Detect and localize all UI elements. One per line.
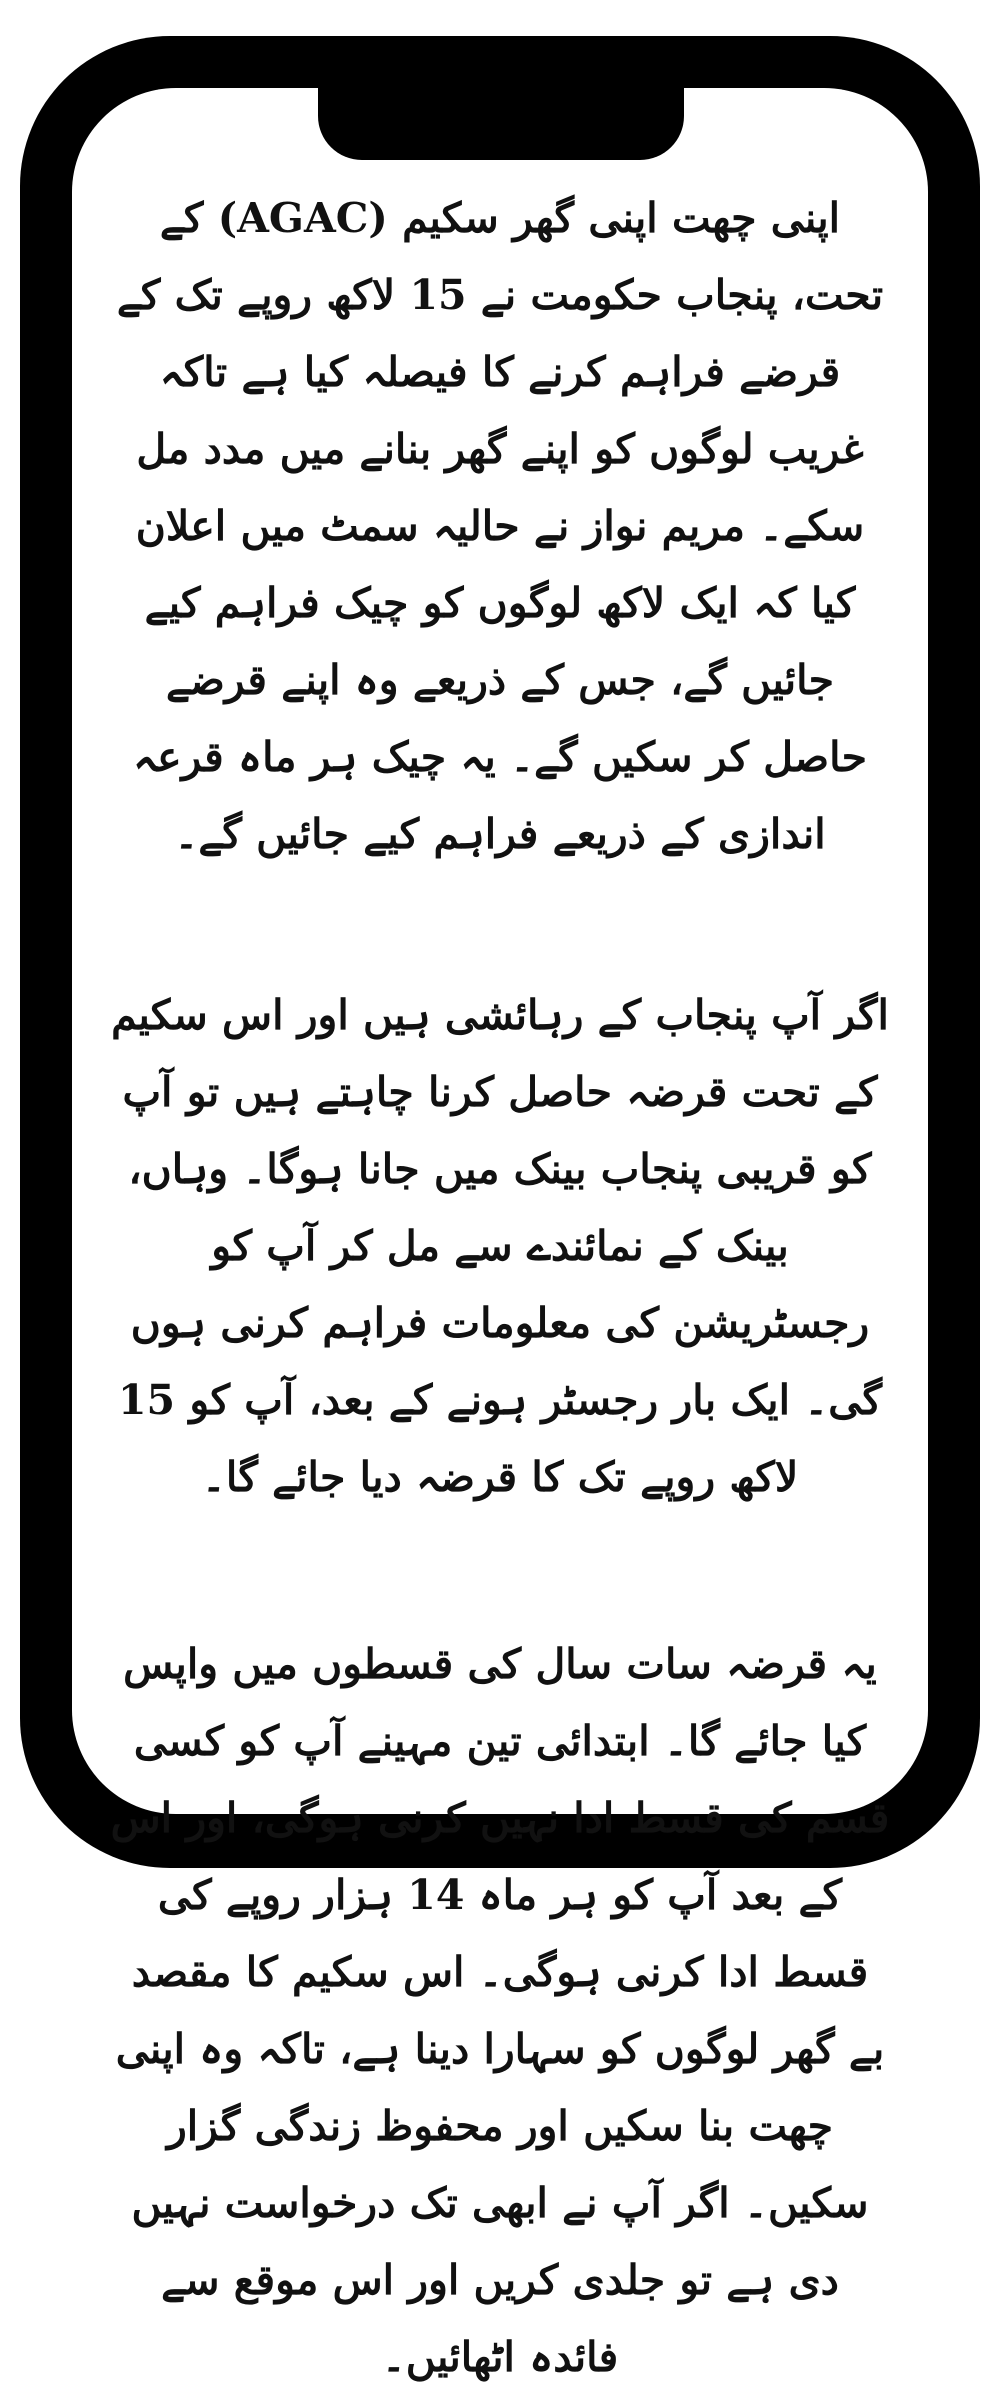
paragraph-repayment: یہ قرضہ سات سال کی قسطوں میں واپس کیا جائے گا۔ ابتدائی تین مہینے آپ کو کسی قسم کی قسط ادا نہیں کرنی ہوگی، اور اس کے بعد آپ کو ہر ماہ 14 ہزار روپے کی قسط ادا کرنی ہوگی۔ اس سکیم کا مقصد بے گھر لوگوں کو سہارا دینا ہے، تاکہ وہ اپنی چھت بنا سکیں اور محفوظ زندگی گزار سکیں۔ اگر آپ نے ابھی تک درخواست نہیں دی ہے تو جلدی کریں اور اس موقع سے فائدہ اٹھائیں۔ xyxy=(110,1640,890,2381)
paragraph-intro: اپنی چھت اپنی گھر سکیم (AGAC) کے تحت، پنجاب حکومت نے 15 لاکھ روپے تک کے قرضے فراہم کرنے کا فیصلہ کیا ہے تاکہ غریب لوگوں کو اپنے گھر بنانے میں مدد مل سکے۔ مریم نواز نے حالیہ سمٹ میں اعلان کیا کہ ایک لاکھ لوگوں کو چیک فراہم کیے جائیں گے، جس کے ذریعے وہ اپنے قرضے حاصل کر سکیں گے۔ یہ چیک ہر ماہ قرعہ اندازی کے ذریعے فراہم کیے جائیں گے۔ xyxy=(116,194,884,858)
paragraph-eligibility: اگر آپ پنجاب کے رہائشی ہیں اور اس سکیم کے تحت قرضہ حاصل کرنا چاہتے ہیں تو آپ کو قریبی پنجاب بینک میں جانا ہوگا۔ وہاں، بینک کے نمائندے سے مل کر آپ کو رجسٹریشن کی معلومات فراہم کرنی ہوں گی۔ ایک بار رجسٹر ہونے کے بعد، آپ کو 15 لاکھ روپے تک کا قرضہ دیا جائے گا۔ xyxy=(111,991,889,1501)
article-content xyxy=(110,180,890,2396)
phone-notch xyxy=(318,80,684,160)
